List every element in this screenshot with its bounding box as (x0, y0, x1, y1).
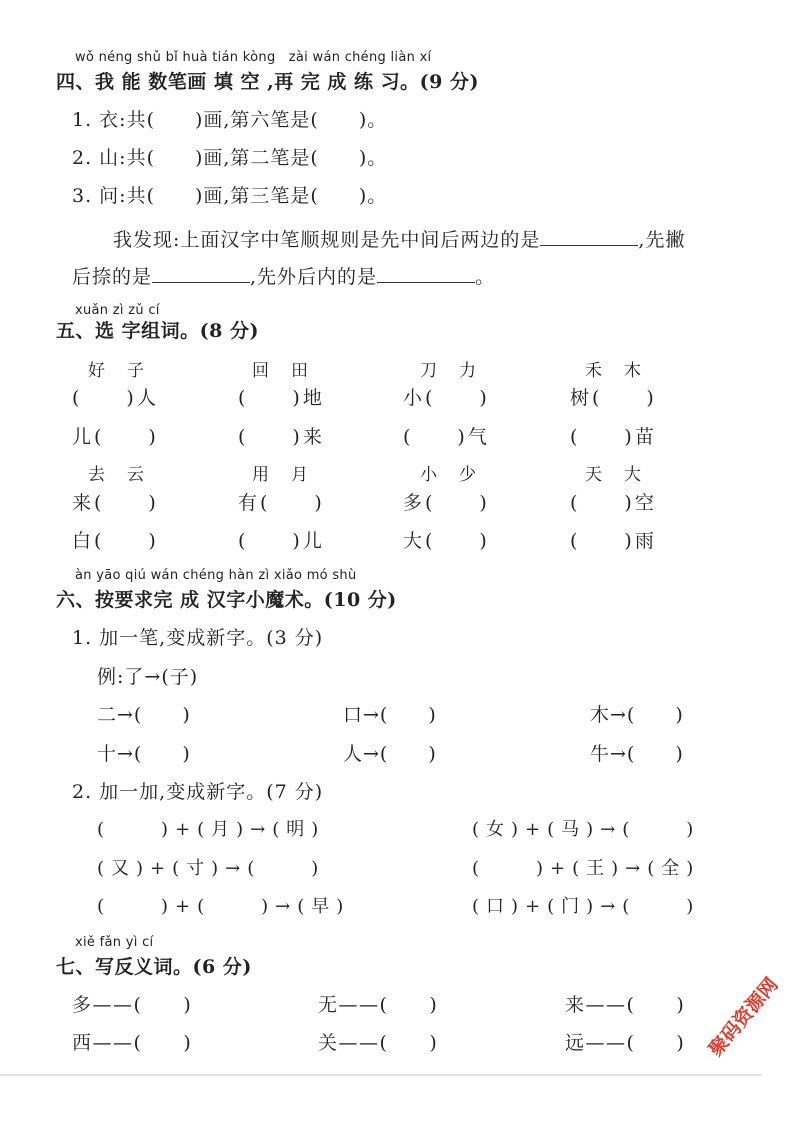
finding-text: ,先外后内的是 (250, 266, 378, 288)
combine-expression: (口)+(门)→( ) (472, 896, 701, 917)
section5-pinyin: xuǎn zì zǔ cí (75, 303, 160, 318)
pair-char: 用 (252, 465, 269, 485)
answer-blank (377, 265, 475, 283)
word-blank: 白( ) (72, 530, 159, 552)
add-stroke-item: 牛→( ) (590, 743, 684, 765)
word-blank: ( )儿 (238, 530, 325, 552)
antonym-item: 关——( ) (318, 1032, 439, 1054)
section4-item-2: 2. 山:共( )画,第二笔是( )。 (72, 147, 388, 169)
pair-char: 好 (88, 361, 105, 381)
pair-char: 禾 (585, 361, 602, 381)
finding-text: 。 (475, 266, 496, 288)
section5-heading: 五、选 字组词。(8 分) (56, 320, 259, 342)
word-blank: 来( ) (72, 492, 159, 514)
combine-expression: ( )+(王)→(全) (472, 858, 701, 879)
pair-char: 小 (420, 465, 437, 485)
add-stroke-item: 十→( ) (97, 743, 191, 765)
char-pair (420, 467, 476, 484)
add-stroke-item: 木→( ) (590, 704, 684, 726)
word-blank: ( )来 (238, 426, 325, 448)
finding-text: ,先撇 (638, 229, 686, 251)
part2-title: 2. 加一加,变成新字。(7 分) (72, 781, 324, 803)
combine-expression: ( )+( )→(早) (97, 896, 351, 917)
word-blank: ( )空 (570, 492, 657, 514)
pair-char: 月 (291, 465, 308, 485)
combine-expression: ( )+(月)→(明) (97, 819, 326, 840)
char-pair (420, 363, 476, 380)
section4-finding-line2 (72, 265, 495, 287)
antonym-item: 无——( ) (318, 994, 439, 1016)
word-blank: 有( ) (238, 492, 325, 514)
word-blank: ( )气 (403, 426, 490, 448)
section4-heading: 四、我 能 数笔画 填 空 ,再 完 成 练 习。(9 分) (56, 71, 479, 93)
char-pair (585, 363, 641, 380)
pair-char: 少 (459, 465, 476, 485)
word-blank: 大( ) (403, 530, 490, 552)
answer-blank (540, 228, 638, 246)
word-blank: 多( ) (403, 492, 490, 514)
part1-title: 1. 加一笔,变成新字。(3 分) (72, 627, 324, 649)
pair-char: 木 (624, 361, 641, 381)
char-pair (252, 363, 308, 380)
section4-item-1: 1. 衣:共( )画,第六笔是( )。 (72, 109, 388, 131)
word-blank: ( )人 (72, 387, 159, 409)
word-blank: ( )苗 (570, 426, 657, 448)
pair-char: 天 (585, 465, 602, 485)
section4-finding-line1 (113, 228, 685, 250)
page-bottom-divider (0, 1074, 762, 1076)
watermark: 聚码资源网 (704, 973, 783, 1061)
antonym-item: 西——( ) (72, 1032, 193, 1054)
section6-heading: 六、按要求完 成 汉字小魔术。(10 分) (56, 589, 397, 611)
pair-char: 力 (459, 361, 476, 381)
finding-text: 后捺的是 (72, 266, 153, 288)
antonym-item: 多——( ) (72, 994, 193, 1016)
combine-expression: (又)+(寸)→( ) (97, 858, 326, 879)
pair-char: 刀 (420, 361, 437, 381)
part1-example: 例:了→(子) (97, 666, 199, 688)
word-blank: 树( ) (570, 387, 657, 409)
section4-pinyin: wǒ néng shǔ bǐ huà tián kòng zài wán chéng liàn xí (75, 50, 432, 65)
char-pair (585, 467, 641, 484)
answer-blank (152, 265, 250, 283)
pair-char: 子 (127, 361, 144, 381)
pair-char: 云 (127, 465, 144, 485)
char-pair (252, 467, 308, 484)
pair-char: 去 (88, 465, 105, 485)
section6-pinyin: àn yāo qiú wán chéng hàn zì xiǎo mó shù (75, 568, 357, 583)
pair-char: 田 (291, 361, 308, 381)
word-blank: 小( ) (403, 387, 490, 409)
char-pair (88, 363, 144, 380)
add-stroke-item: 二→( ) (97, 704, 191, 726)
add-stroke-item: 人→( ) (343, 743, 437, 765)
word-blank: ( )雨 (570, 530, 657, 552)
antonym-item: 远——( ) (565, 1032, 686, 1054)
section7-pinyin: xiě fǎn yì cí (75, 935, 154, 950)
pair-char: 回 (252, 361, 269, 381)
finding-text: 我发现:上面汉字中笔顺规则是先中间后两边的是 (113, 229, 541, 251)
combine-expression: (女)+(马)→( ) (472, 819, 701, 840)
char-pair (88, 467, 144, 484)
word-blank: 儿( ) (72, 426, 159, 448)
word-blank: ( )地 (238, 387, 325, 409)
antonym-item: 来——( ) (565, 994, 686, 1016)
section4-item-3: 3. 问:共( )画,第三笔是( )。 (72, 185, 388, 207)
pair-char: 大 (624, 465, 641, 485)
add-stroke-item: 口→( ) (343, 704, 437, 726)
section7-heading: 七、写反义词。(6 分) (56, 956, 252, 978)
